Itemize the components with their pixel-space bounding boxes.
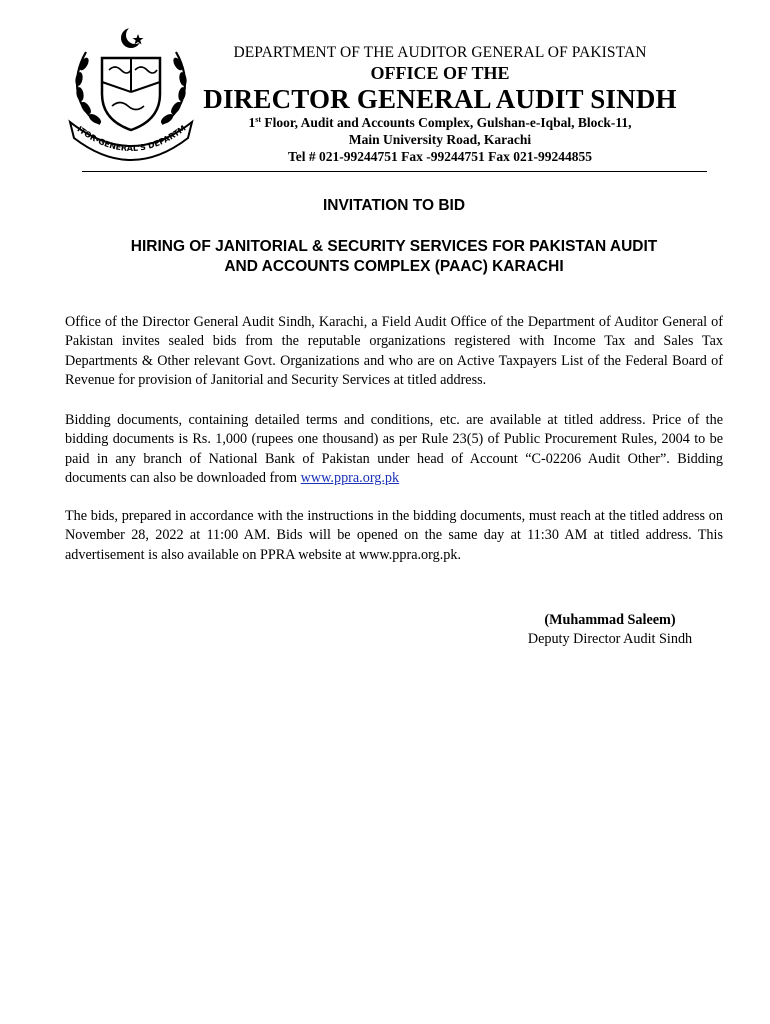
address-line-2: Main University Road, Karachi [348, 132, 532, 147]
office-title: DIRECTOR GENERAL AUDIT SINDH [203, 84, 677, 114]
floor-ordinal: st [255, 115, 262, 124]
floor-number: 1 [248, 115, 256, 130]
letterhead [180, 44, 700, 165]
signatory-designation: Deputy Director Audit Sindh [527, 631, 693, 647]
ppra-link[interactable]: www.ppra.org.pk [300, 469, 400, 486]
signatory-name: (Muhammad Saleem) [544, 612, 676, 628]
office-of-label: OFFICE OF THE [370, 63, 510, 83]
subject-line-1: HIRING OF JANITORIAL & SECURITY SERVICES FOR PAKISTAN AUDIT [130, 238, 658, 255]
address-line-1 [180, 114, 700, 131]
paragraph-submission: The bids, prepared in accordance with the instructions in the bidding documents, must reach at the titled address on November 28, 2022 at 11:00 AM. Bids will be opened on the same day at 11:30 AM at titled address. This advertisement is also available on PPRA website at www.ppra.org.pk. [65, 508, 723, 563]
notice-subject [64, 237, 724, 277]
paragraph-bidding-documents [65, 411, 723, 488]
paragraph-eligibility: Office of the Director General Audit Sindh, Karachi, a Field Audit Office of the Department of Auditor General of Pakistan invites sealed bids from the reputable organizations registered with Income Tax and Sales Tax Departments & Other relevant Govt. Organizations and who are on Active Taxpayers List of the Federal Board of Revenue for provision of Janitorial and Security Services at titled address. [65, 314, 723, 388]
seal-text: ITOR-GENERAL'S DEPARTM [75, 123, 188, 154]
notice-heading: INVITATION TO BID [322, 197, 466, 214]
subject-line-2: AND ACCOUNTS COMPLEX (PAAC) KARACHI [224, 258, 564, 275]
paragraph-bidding-text: Bidding documents, containing detailed terms and conditions, etc. are available at titled address. Price of the bidding documents is Rs. 1,000 (rupees one thousand) as per Rule 23(5) of Public Procurement Rules, 2004 to be paid in any branch of National Bank of Pakistan under head of Account “C-02206 Audit Other”. Bidding documents can also be downloaded from [65, 412, 723, 486]
address-line-1-rest: Floor, Audit and Accounts Complex, Gulshan-e-Iqbal, Block-11, [261, 115, 632, 130]
header-divider [82, 171, 707, 172]
contact-numbers: Tel # 021-99244751 Fax -99244751 Fax 021-99244855 [288, 149, 592, 164]
department-name: DEPARTMENT OF THE AUDITOR GENERAL OF PAKISTAN [233, 44, 647, 61]
